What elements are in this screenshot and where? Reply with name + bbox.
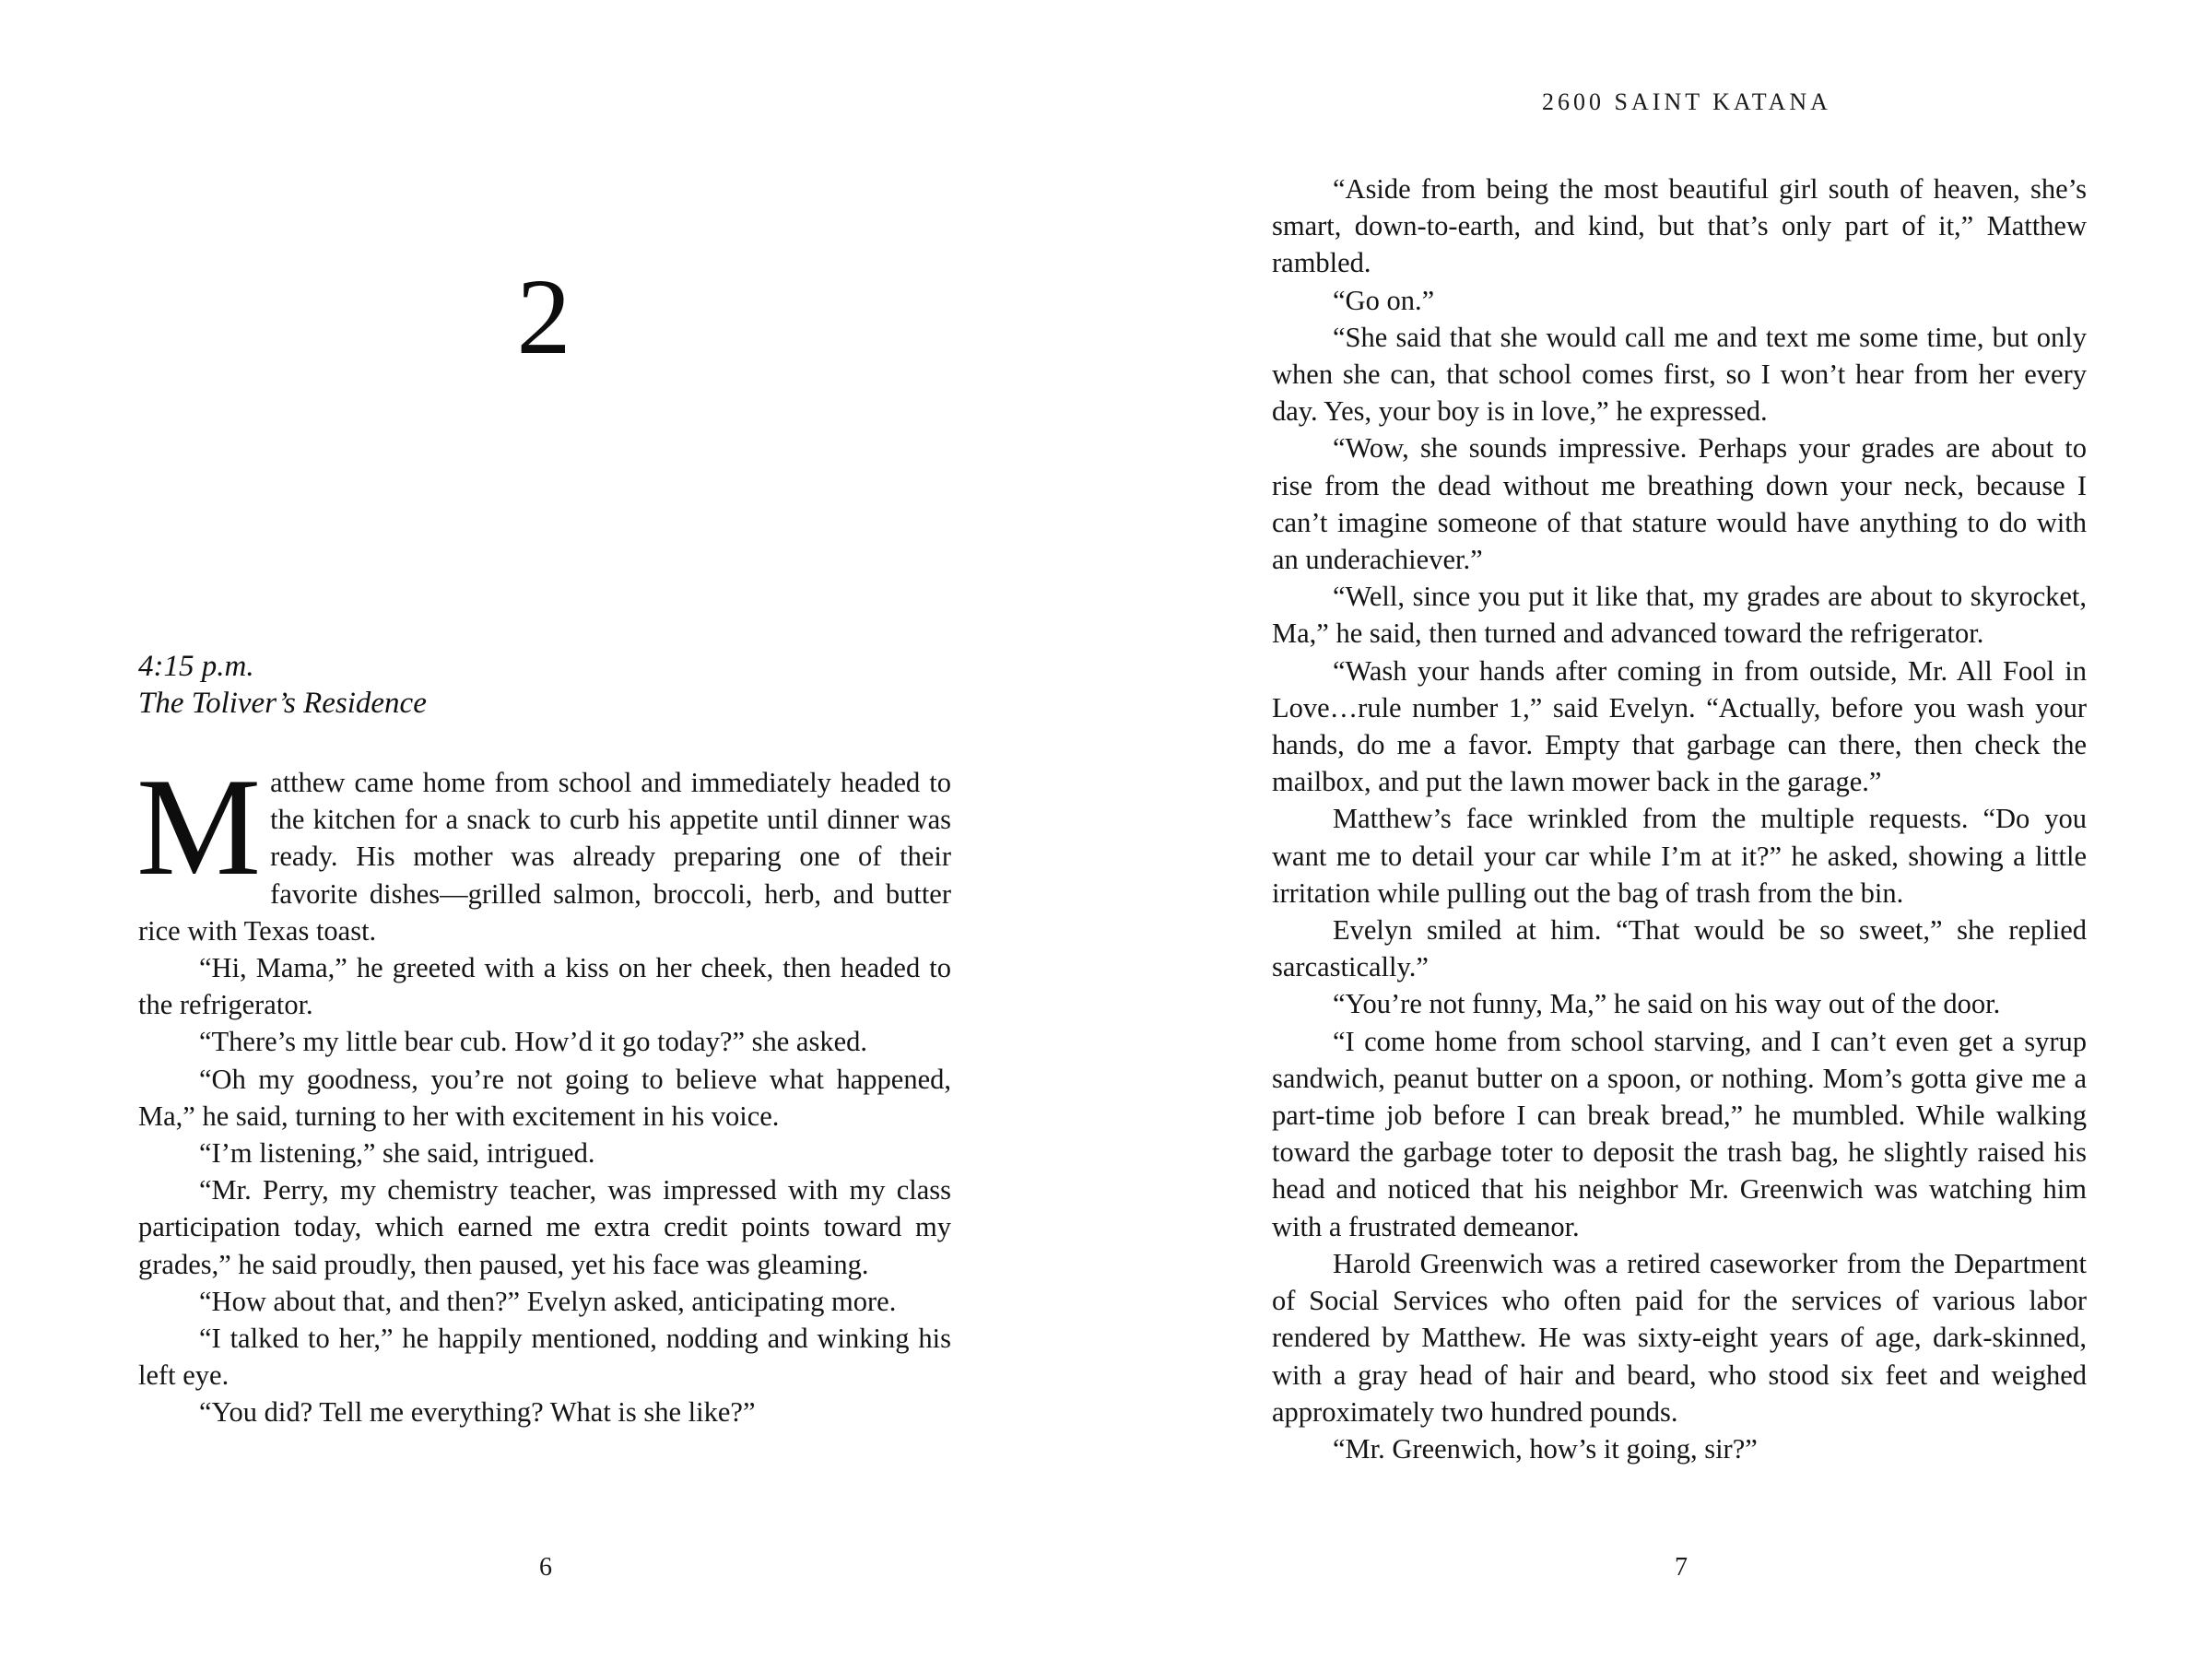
paragraph: “She said that she would call me and text me some time, but only when she can, that school comes first, so I won’t hear from her every day. Yes, your boy is in love,” he expressed. bbox=[1272, 321, 2087, 428]
chapter-number: 2 bbox=[516, 256, 571, 377]
paragraph: “You’re not funny, Ma,” he said on his way out of the door. bbox=[1333, 988, 2001, 1020]
scene-time: 4:15 p.m. bbox=[138, 650, 254, 683]
paragraph: “Well, since you put it like that, my grades are about to skyrocket, Ma,” he said, then turned and advanced toward the refrigerator. bbox=[1272, 581, 2087, 650]
opening-paragraph bbox=[136, 749, 951, 949]
paragraph: Evelyn smiled at him. “That would be so sweet,” she replied sarcastically.” bbox=[1272, 914, 2087, 983]
paragraph: “I talked to her,” he happily mentioned, nodding and winking his left eye. bbox=[138, 1323, 951, 1392]
left-page-body bbox=[136, 749, 951, 1431]
paragraph: “Hi, Mama,” he greeted with a kiss on her cheek, then headed to the refrigerator. bbox=[138, 952, 951, 1021]
paragraph: “Mr. Greenwich, how’s it going, sir?” bbox=[1333, 1432, 1758, 1465]
drop-cap: M bbox=[136, 749, 262, 904]
paragraph: “Go on.” bbox=[1333, 284, 1435, 316]
paragraph: “There’s my little bear cub. How’d it go today?” she asked. bbox=[199, 1026, 867, 1058]
page-number-left: 6 bbox=[539, 1553, 552, 1582]
scene-location: The Toliver’s Residence bbox=[138, 687, 427, 720]
paragraph: “Wash your hands after coming in from outside, Mr. All Fool in Love…rule number 1,” said Evelyn. “Actually, before you wash your hands, do me a favor. Empty that garbage can there, then check the mailbox, and put the lawn mower back in the garage.” bbox=[1272, 654, 2087, 798]
paragraph: “You did? Tell me everything? What is she like?” bbox=[199, 1396, 756, 1429]
paragraph: Harold Greenwich was a retired caseworker from the Department of Social Services who often paid for the services of various labor rendered by Matthew. He was sixty-eight years of age, dark-skinned, with a gray head of hair and beard, who stood six feet and weighed approximately two hundred pounds. bbox=[1272, 1247, 2087, 1428]
running-head: 2600 SAINT KATANA bbox=[1542, 88, 1831, 115]
scene-heading bbox=[138, 648, 949, 722]
paragraph: “How about that, and then?” Evelyn asked, anticipating more. bbox=[199, 1285, 897, 1317]
paragraph: “I come home from school starving, and I can’t even get a syrup sandwich, peanut butter on a spoon, or nothing. Mom’s gotta give me a part-time job before I can break bread,” he mumbled. While walking toward the garbage toter to deposit the trash bag, he slightly raised his head and noticed that his neighbor Mr. Greenwich was watching him with a frustrated demeanor. bbox=[1272, 1025, 2087, 1242]
right-page-body bbox=[1272, 171, 2087, 1467]
paragraph: “I’m listening,” she said, intrigued. bbox=[199, 1137, 595, 1170]
paragraph: “Aside from being the most beautiful girl south of heaven, she’s smart, down-to-earth, and kind, but that’s only part of it,” Matthew rambled. bbox=[1272, 173, 2087, 279]
paragraph: “Oh my goodness, you’re not going to believe what happened, Ma,” he said, turning to her with excitement in his voice. bbox=[138, 1063, 951, 1132]
opening-paragraph-text: atthew came home from school and immediately headed to the kitchen for a snack to curb his appetite until dinner was ready. His mother was already preparing one of their favorite dishes—grilled salmon, broccoli, herb, and butter rice with Texas toast. bbox=[138, 767, 951, 947]
paragraph: Matthew’s face wrinkled from the multiple requests. “Do you want me to detail your car while I’m at it?” he asked, showing a little irritation while pulling out the bag of trash from the bin. bbox=[1272, 803, 2087, 909]
paragraph: “Wow, she sounds impressive. Perhaps your grades are about to rise from the dead without me breathing down your neck, because I can’t imagine someone of that stature would have anything to do with an underachiever.” bbox=[1272, 432, 2087, 576]
paragraph: “Mr. Perry, my chemistry teacher, was impressed with my class participation today, which earned me extra credit points toward my grades,” he said proudly, then paused, yet his face was gleaming. bbox=[138, 1174, 951, 1280]
page-number-right: 7 bbox=[1675, 1553, 1688, 1582]
